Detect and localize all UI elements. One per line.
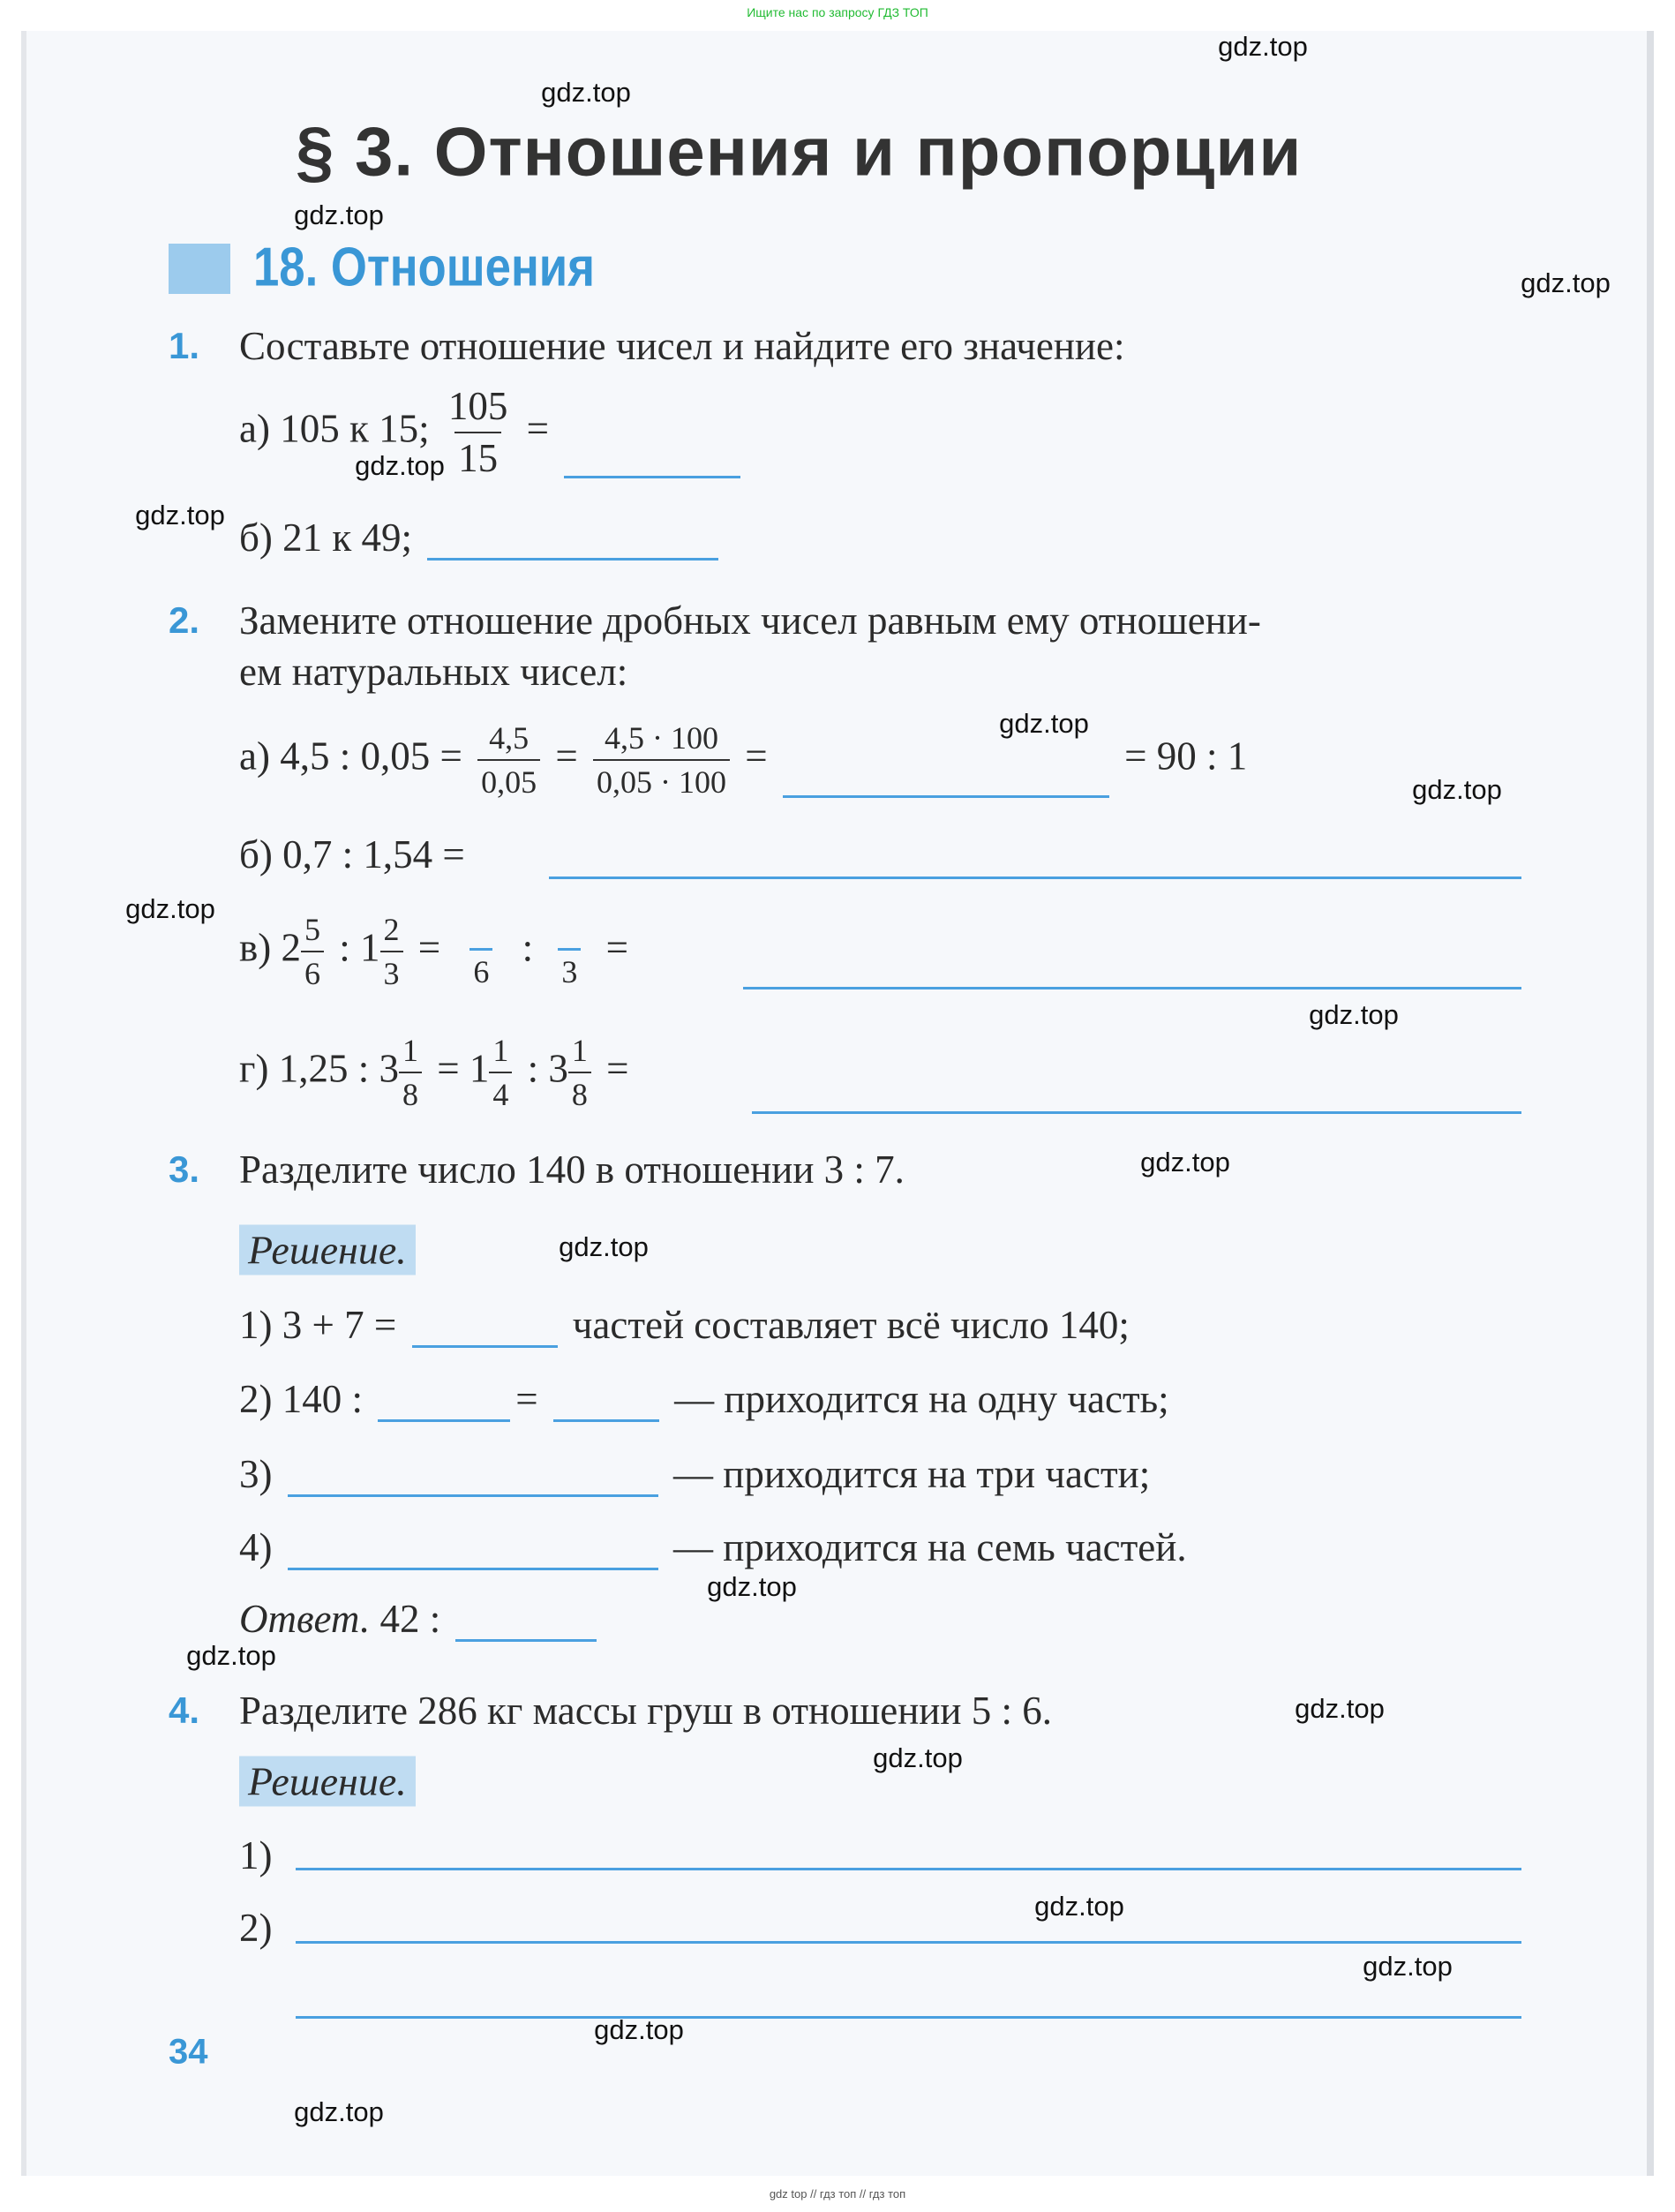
watermark: gdz.top (125, 893, 215, 924)
answer-blank[interactable] (412, 1319, 558, 1348)
numerator-blank[interactable] (548, 916, 590, 948)
answer-text: 42 : (379, 1597, 441, 1641)
fraction (477, 722, 540, 798)
step-2: 2) (239, 1906, 273, 1950)
watermark: gdz.top (594, 2014, 684, 2045)
answer-blank[interactable] (288, 1541, 658, 1570)
denominator: 15 (454, 432, 501, 478)
equals: = (606, 1046, 629, 1091)
answer-blank[interactable] (296, 1941, 1521, 1944)
step-text: 1) 3 + 7 = (239, 1303, 397, 1347)
step-text: — приходится на одну часть; (674, 1377, 1169, 1421)
watermark: gdz.top (559, 1231, 649, 1262)
equals: = (555, 734, 578, 779)
task2-a (239, 722, 1247, 798)
section-title: 18. Отношения (253, 237, 595, 298)
answer-blank[interactable] (783, 769, 1109, 798)
step-1: 1) (239, 1833, 273, 1877)
task2-b: б) 0,7 : 1,54 = (239, 832, 465, 877)
numerator: 4,5 · 100 (604, 720, 718, 756)
numerator: 1 (492, 1033, 509, 1068)
step-text: — приходится на три части; (673, 1452, 1151, 1496)
denominator: 3 (558, 948, 581, 988)
task2-v (239, 914, 628, 989)
task-number: 4. (169, 1689, 200, 1731)
equals: = (526, 406, 549, 451)
watermark: gdz.top (1412, 774, 1502, 805)
denominator: 0,05 (477, 759, 540, 798)
numerator: 5 (304, 912, 320, 947)
answer-blank[interactable] (455, 1613, 597, 1642)
denominator: 3 (380, 951, 403, 989)
watermark: gdz.top (1309, 999, 1399, 1030)
watermark: gdz.top (707, 1571, 797, 1602)
bottom-note: gdz top // гдз топ // гдз топ (769, 2187, 906, 2201)
task-text-line2: ем натуральных чисел: (239, 650, 628, 694)
denominator: 6 (469, 948, 492, 988)
task-text: Разделите 286 кг массы груш в отношении 5 : 6. (239, 1689, 1052, 1733)
label: в) (239, 925, 272, 970)
colon: : (339, 925, 350, 970)
denominator: 8 (568, 1072, 591, 1110)
answer-blank[interactable] (296, 2016, 1521, 2019)
expression: а) 4,5 : 0,05 = (239, 734, 462, 779)
task-number: 2. (169, 599, 200, 641)
watermark: gdz.top (186, 1640, 276, 1671)
step-text: 3) (239, 1452, 273, 1496)
answer-blank[interactable] (288, 1468, 658, 1497)
fraction (399, 1035, 422, 1110)
colon: : (522, 925, 534, 970)
watermark: gdz.top (999, 708, 1089, 739)
solution-label: Решение. (239, 1757, 416, 1807)
task1-b-label: б) 21 к 49; (239, 515, 412, 560)
chapter-title: § 3. Отношения и пропорции (296, 112, 1303, 191)
page-number: 34 (169, 2032, 208, 2072)
equals: = (515, 1377, 538, 1421)
answer-blank[interactable] (378, 1393, 510, 1422)
equals: = (437, 1046, 460, 1091)
task1-a (239, 384, 746, 480)
whole: 3 (548, 1046, 568, 1091)
fraction (593, 722, 730, 798)
answer (239, 1596, 602, 1642)
step-3 (239, 1451, 1150, 1497)
fraction (301, 914, 324, 989)
section-marker (169, 244, 230, 294)
task-number: 3. (169, 1148, 200, 1190)
numerator: 1 (571, 1033, 588, 1068)
task-number: 1. (169, 325, 200, 366)
whole: 1 (360, 925, 380, 970)
step-4 (239, 1524, 1187, 1570)
denominator: 4 (489, 1072, 512, 1110)
whole: 1 (469, 1046, 490, 1091)
fraction (568, 1035, 591, 1110)
watermark: gdz.top (541, 77, 631, 108)
task-text: Составьте отношение чисел и найдите его значение: (239, 324, 1125, 368)
denominator: 6 (301, 951, 324, 989)
watermark: gdz.top (355, 450, 445, 481)
watermark: gdz.top (294, 2096, 384, 2127)
colon: : (527, 1046, 539, 1091)
answer-label: Ответ. (239, 1597, 371, 1641)
watermark: gdz.top (1295, 1693, 1385, 1724)
task-text: Разделите число 140 в отношении 3 : 7. (239, 1147, 905, 1192)
numerator-blank[interactable] (455, 916, 507, 948)
step-text: 2) 140 : (239, 1377, 363, 1421)
task1-a-label: а) 105 к 15; (239, 406, 430, 451)
watermark: gdz.top (1521, 267, 1611, 298)
watermark: gdz.top (873, 1742, 963, 1773)
step-text: 4) (239, 1525, 273, 1569)
answer-blank[interactable] (752, 1111, 1521, 1114)
denominator: 0,05 · 100 (593, 759, 730, 798)
expression: г) 1,25 : (239, 1046, 370, 1091)
watermark: gdz.top (1218, 31, 1308, 62)
numerator: 2 (383, 912, 400, 947)
task-text-line1: Замените отношение дробных чисел равным ему отношени- (239, 598, 1261, 643)
blank-fraction[interactable] (548, 916, 590, 988)
numerator: 4,5 (489, 720, 530, 756)
step-1 (239, 1302, 1130, 1348)
top-note: Ищите нас по запросу ГДЗ ТОП (747, 5, 928, 19)
fraction (489, 1035, 512, 1110)
task1-b (239, 515, 724, 561)
answer-blank[interactable] (553, 1393, 659, 1422)
step-text: — приходится на семь частей. (673, 1525, 1187, 1569)
expression-end: = 90 : 1 (1124, 734, 1248, 779)
answer-blank[interactable] (564, 449, 740, 478)
answer-blank[interactable] (743, 987, 1521, 989)
numerator: 105 (447, 384, 508, 428)
equals: = (745, 734, 768, 779)
watermark: gdz.top (135, 500, 225, 530)
fraction (380, 914, 403, 989)
equals: = (417, 925, 441, 970)
solution-label: Решение. (239, 1225, 416, 1275)
blank-fraction[interactable] (455, 916, 507, 988)
equals: = (605, 925, 629, 970)
whole: 3 (379, 1046, 399, 1091)
fraction (445, 384, 512, 480)
whole: 2 (281, 925, 301, 970)
step-text: частей составляет всё число 140; (572, 1303, 1130, 1347)
task2-g (239, 1035, 629, 1110)
step-2 (239, 1376, 1169, 1422)
watermark: gdz.top (294, 199, 384, 230)
numerator: 1 (402, 1033, 418, 1068)
answer-blank[interactable] (296, 1868, 1521, 1870)
watermark: gdz.top (1363, 1951, 1453, 1982)
watermark: gdz.top (1034, 1891, 1124, 1922)
denominator: 8 (399, 1072, 422, 1110)
watermark: gdz.top (1140, 1147, 1230, 1177)
answer-blank[interactable] (427, 531, 718, 561)
answer-blank[interactable] (549, 877, 1521, 879)
